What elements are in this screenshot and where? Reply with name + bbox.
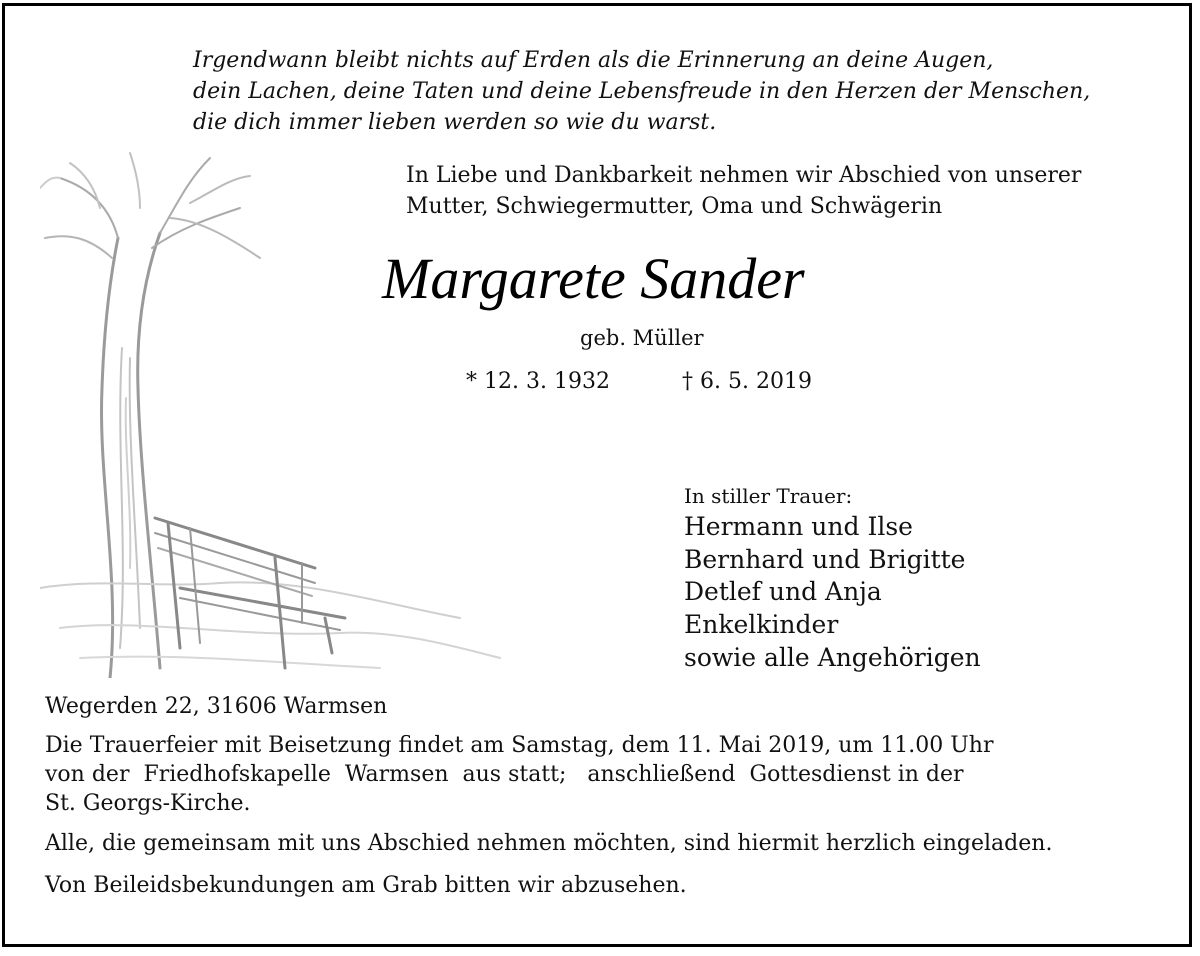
ceremony-line: Die Trauerfeier mit Beisetzung findet am Samstag, dem 11. Mai 2019, um 11.00 Uhr bbox=[45, 733, 994, 758]
mourner-name: Hermann und Ilse bbox=[684, 512, 913, 541]
family-address: Wegerden 22, 31606 Warmsen bbox=[45, 694, 388, 719]
farewell-intro bbox=[406, 160, 1081, 222]
intro-line: In Liebe und Dankbarkeit nehmen wir Abschied von unserer bbox=[406, 163, 1082, 188]
mourners-heading: In stiller Trauer: bbox=[684, 484, 853, 508]
quote-line: die dich immer lieben werden so wie du warst. bbox=[193, 110, 717, 135]
memorial-quote bbox=[193, 45, 1090, 138]
mourner-name: Detlef und Anja bbox=[684, 577, 882, 606]
mourner-name: Bernhard und Brigitte bbox=[684, 545, 966, 574]
mourner-name: sowie alle Angehörigen bbox=[684, 643, 981, 672]
death-date: † 6. 5. 2019 bbox=[682, 369, 812, 394]
ceremony-line: St. Georgs-Kirche. bbox=[45, 791, 251, 816]
maiden-name: geb. Müller bbox=[580, 326, 704, 350]
quote-line: Irgendwann bleibt nichts auf Erden als die Erinnerung an deine Augen, bbox=[193, 48, 994, 73]
ceremony-line: von der Friedhofskapelle Warmsen aus statt; anschließend Gottesdienst in der bbox=[45, 762, 964, 787]
invitation-text: Alle, die gemeinsam mit uns Abschied nehmen möchten, sind hiermit herzlich eingeladen. bbox=[45, 831, 1053, 856]
mourner-name: Enkelkinder bbox=[684, 610, 839, 639]
tree-bench-sketch-icon bbox=[40, 148, 510, 678]
quote-line: dein Lachen, deine Taten und deine Lebensfreude in den Herzen der Menschen, bbox=[193, 79, 1091, 104]
birth-date: * 12. 3. 1932 bbox=[466, 369, 610, 394]
deceased-name: Margarete Sander bbox=[382, 246, 805, 311]
ceremony-details bbox=[45, 731, 993, 818]
condolences-text: Von Beileidsbekundungen am Grab bitten wir abzusehen. bbox=[45, 873, 687, 898]
intro-line: Mutter, Schwiegermutter, Oma und Schwägerin bbox=[406, 194, 943, 219]
